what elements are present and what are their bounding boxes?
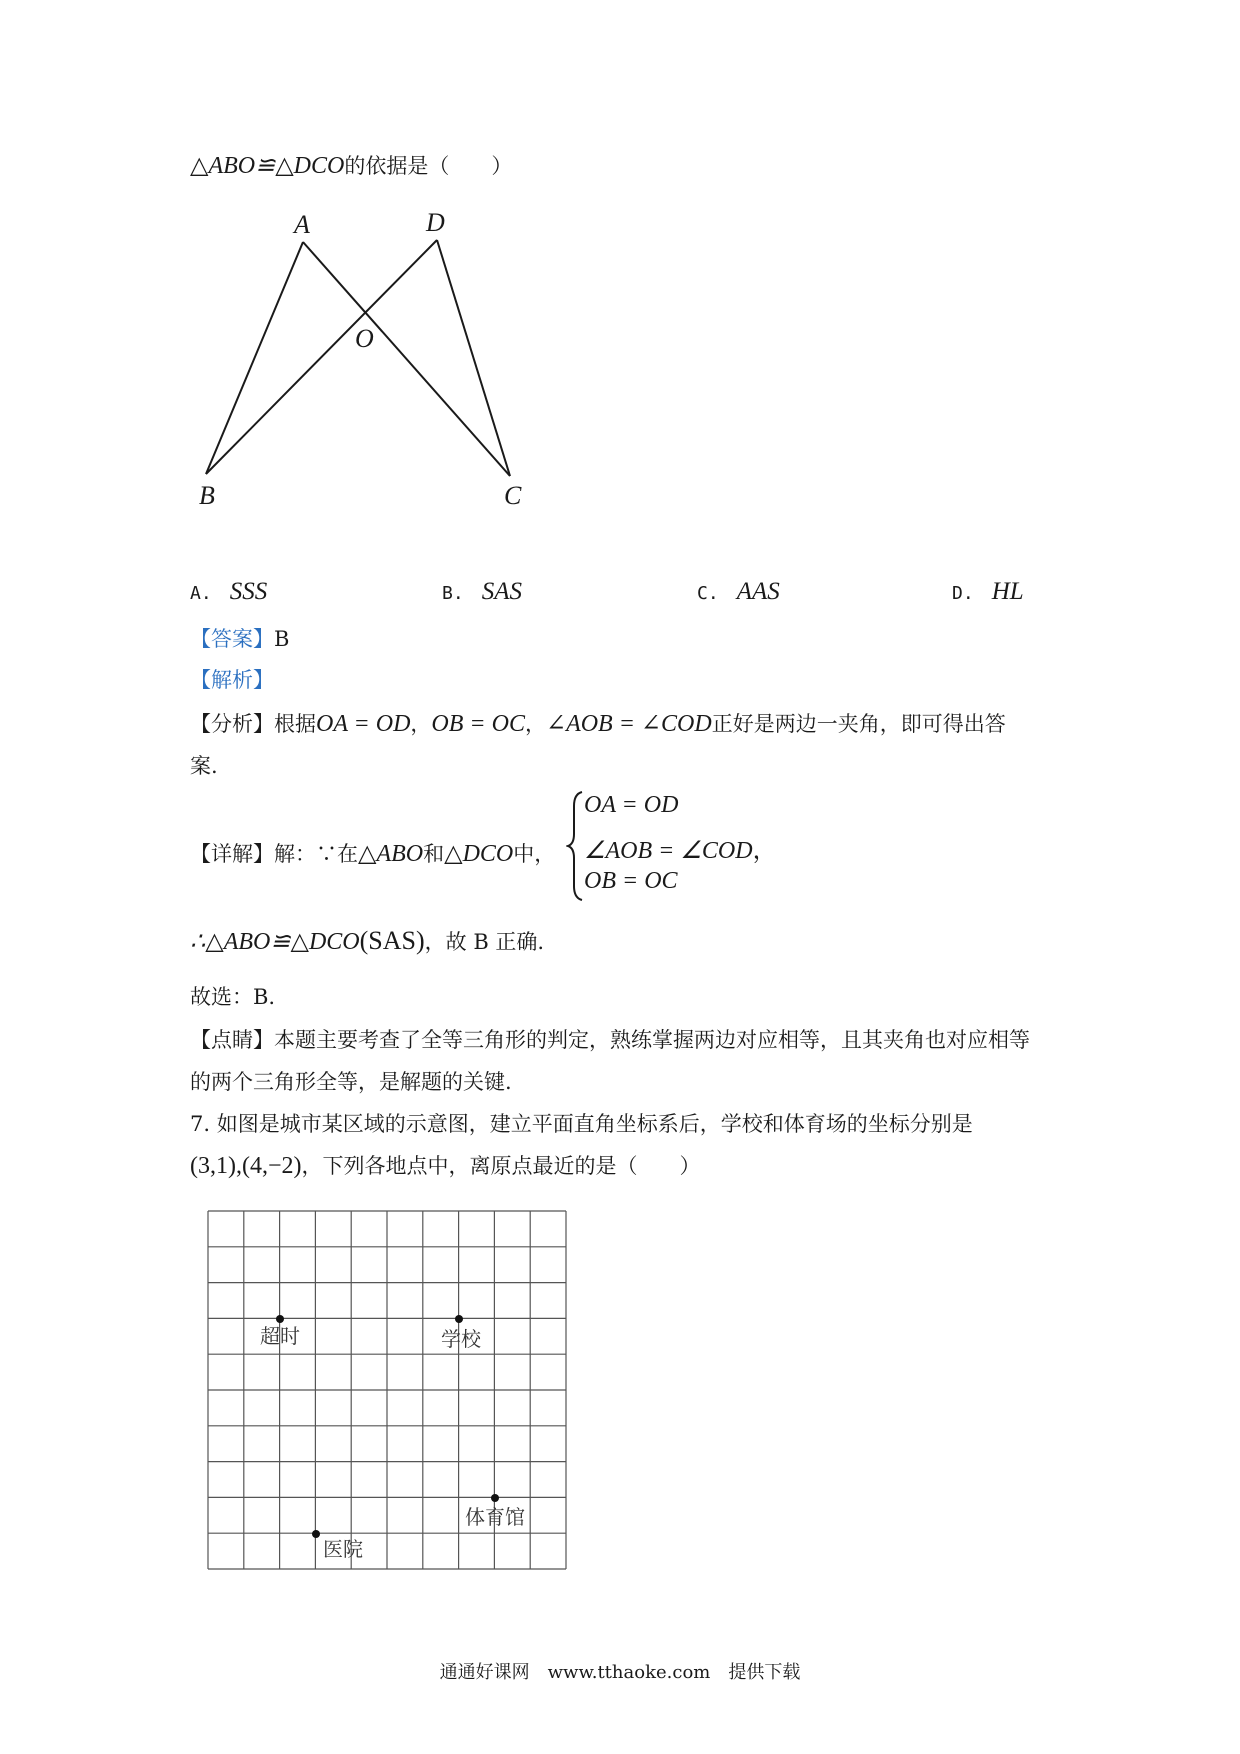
supermarket-label: 超时 xyxy=(260,1324,300,1348)
triangle-figure xyxy=(190,210,550,520)
segment-AC xyxy=(303,242,510,476)
segment-DC xyxy=(437,240,510,476)
label-O: O xyxy=(355,324,374,353)
fenxi-tag: 【分析】 xyxy=(190,712,274,736)
option-d: D. HL xyxy=(952,578,1024,605)
answer-value: B xyxy=(274,627,290,651)
system-row-3: OB = OC xyxy=(584,868,678,894)
supermarket-point xyxy=(276,1315,284,1323)
answer-tag: 【答案】 xyxy=(190,627,274,651)
label-B: B xyxy=(199,481,215,510)
left-brace xyxy=(566,790,586,902)
option-a: A. SSS xyxy=(190,578,268,605)
analysis-tag: 【解析】 xyxy=(190,668,274,692)
footer-text: 通通好课网 www.tthaoke.com 提供下载 xyxy=(439,1662,801,1683)
dianjing-line-1: 【点睛】本题主要考查了全等三角形的判定，熟练掌握两边对应相等，且其夹角也对应相等 xyxy=(190,1028,1030,1052)
dianjing-tag: 【点睛】 xyxy=(190,1028,274,1052)
hospital-label: 医院 xyxy=(323,1537,363,1561)
xiangjie-line: 【详解】解：∵在△ABO和△DCO中， xyxy=(190,841,556,867)
fenxi-line-1: 【分析】根据OA = OD，OB = OC，∠AOB = ∠COD正好是两边一夹角，即可得出答 xyxy=(190,711,1006,737)
q7-line-1: 7. 如图是城市某区域的示意图，建立平面直角坐标系后，学校和体育场的坐标分别是 xyxy=(190,1112,973,1136)
q6-stem xyxy=(190,150,512,180)
conclusion-line: ∴△ABO≌△DCO(SAS)，故 B 正确. xyxy=(190,926,545,955)
answer-line xyxy=(190,623,289,653)
q7-line-2: (3,1),(4,−2)，下列各地点中，离原点最近的是（ ） xyxy=(190,1153,701,1179)
choose-line: 故选：B. xyxy=(190,985,276,1009)
city-grid-map xyxy=(205,1208,575,1572)
q6-stem-text: 的依据是（ ） xyxy=(344,154,513,178)
segment-DB xyxy=(206,240,437,474)
label-D: D xyxy=(426,210,445,237)
stadium-point xyxy=(491,1494,499,1502)
xiangjie-tag: 【详解】 xyxy=(190,842,274,866)
dianjing-line-2: 的两个三角形全等，是解题的关键. xyxy=(190,1070,512,1094)
segment-AB xyxy=(206,242,303,474)
q6-stem-math: △ABO≌△DCO xyxy=(190,153,345,179)
school-label: 学校 xyxy=(441,1327,481,1351)
hospital-point xyxy=(312,1530,320,1538)
system-row-1: OA = OD xyxy=(584,792,679,818)
stadium-label: 体育馆 xyxy=(465,1505,525,1529)
option-b: B. SAS xyxy=(442,578,522,605)
label-C: C xyxy=(504,481,522,510)
system-row-2: ∠AOB = ∠COD， xyxy=(584,838,777,864)
analysis-line xyxy=(190,664,274,694)
fenxi-line-2: 案. xyxy=(190,754,218,778)
school-point xyxy=(455,1315,463,1323)
option-c: C. AAS xyxy=(697,578,780,605)
label-A: A xyxy=(294,210,310,239)
